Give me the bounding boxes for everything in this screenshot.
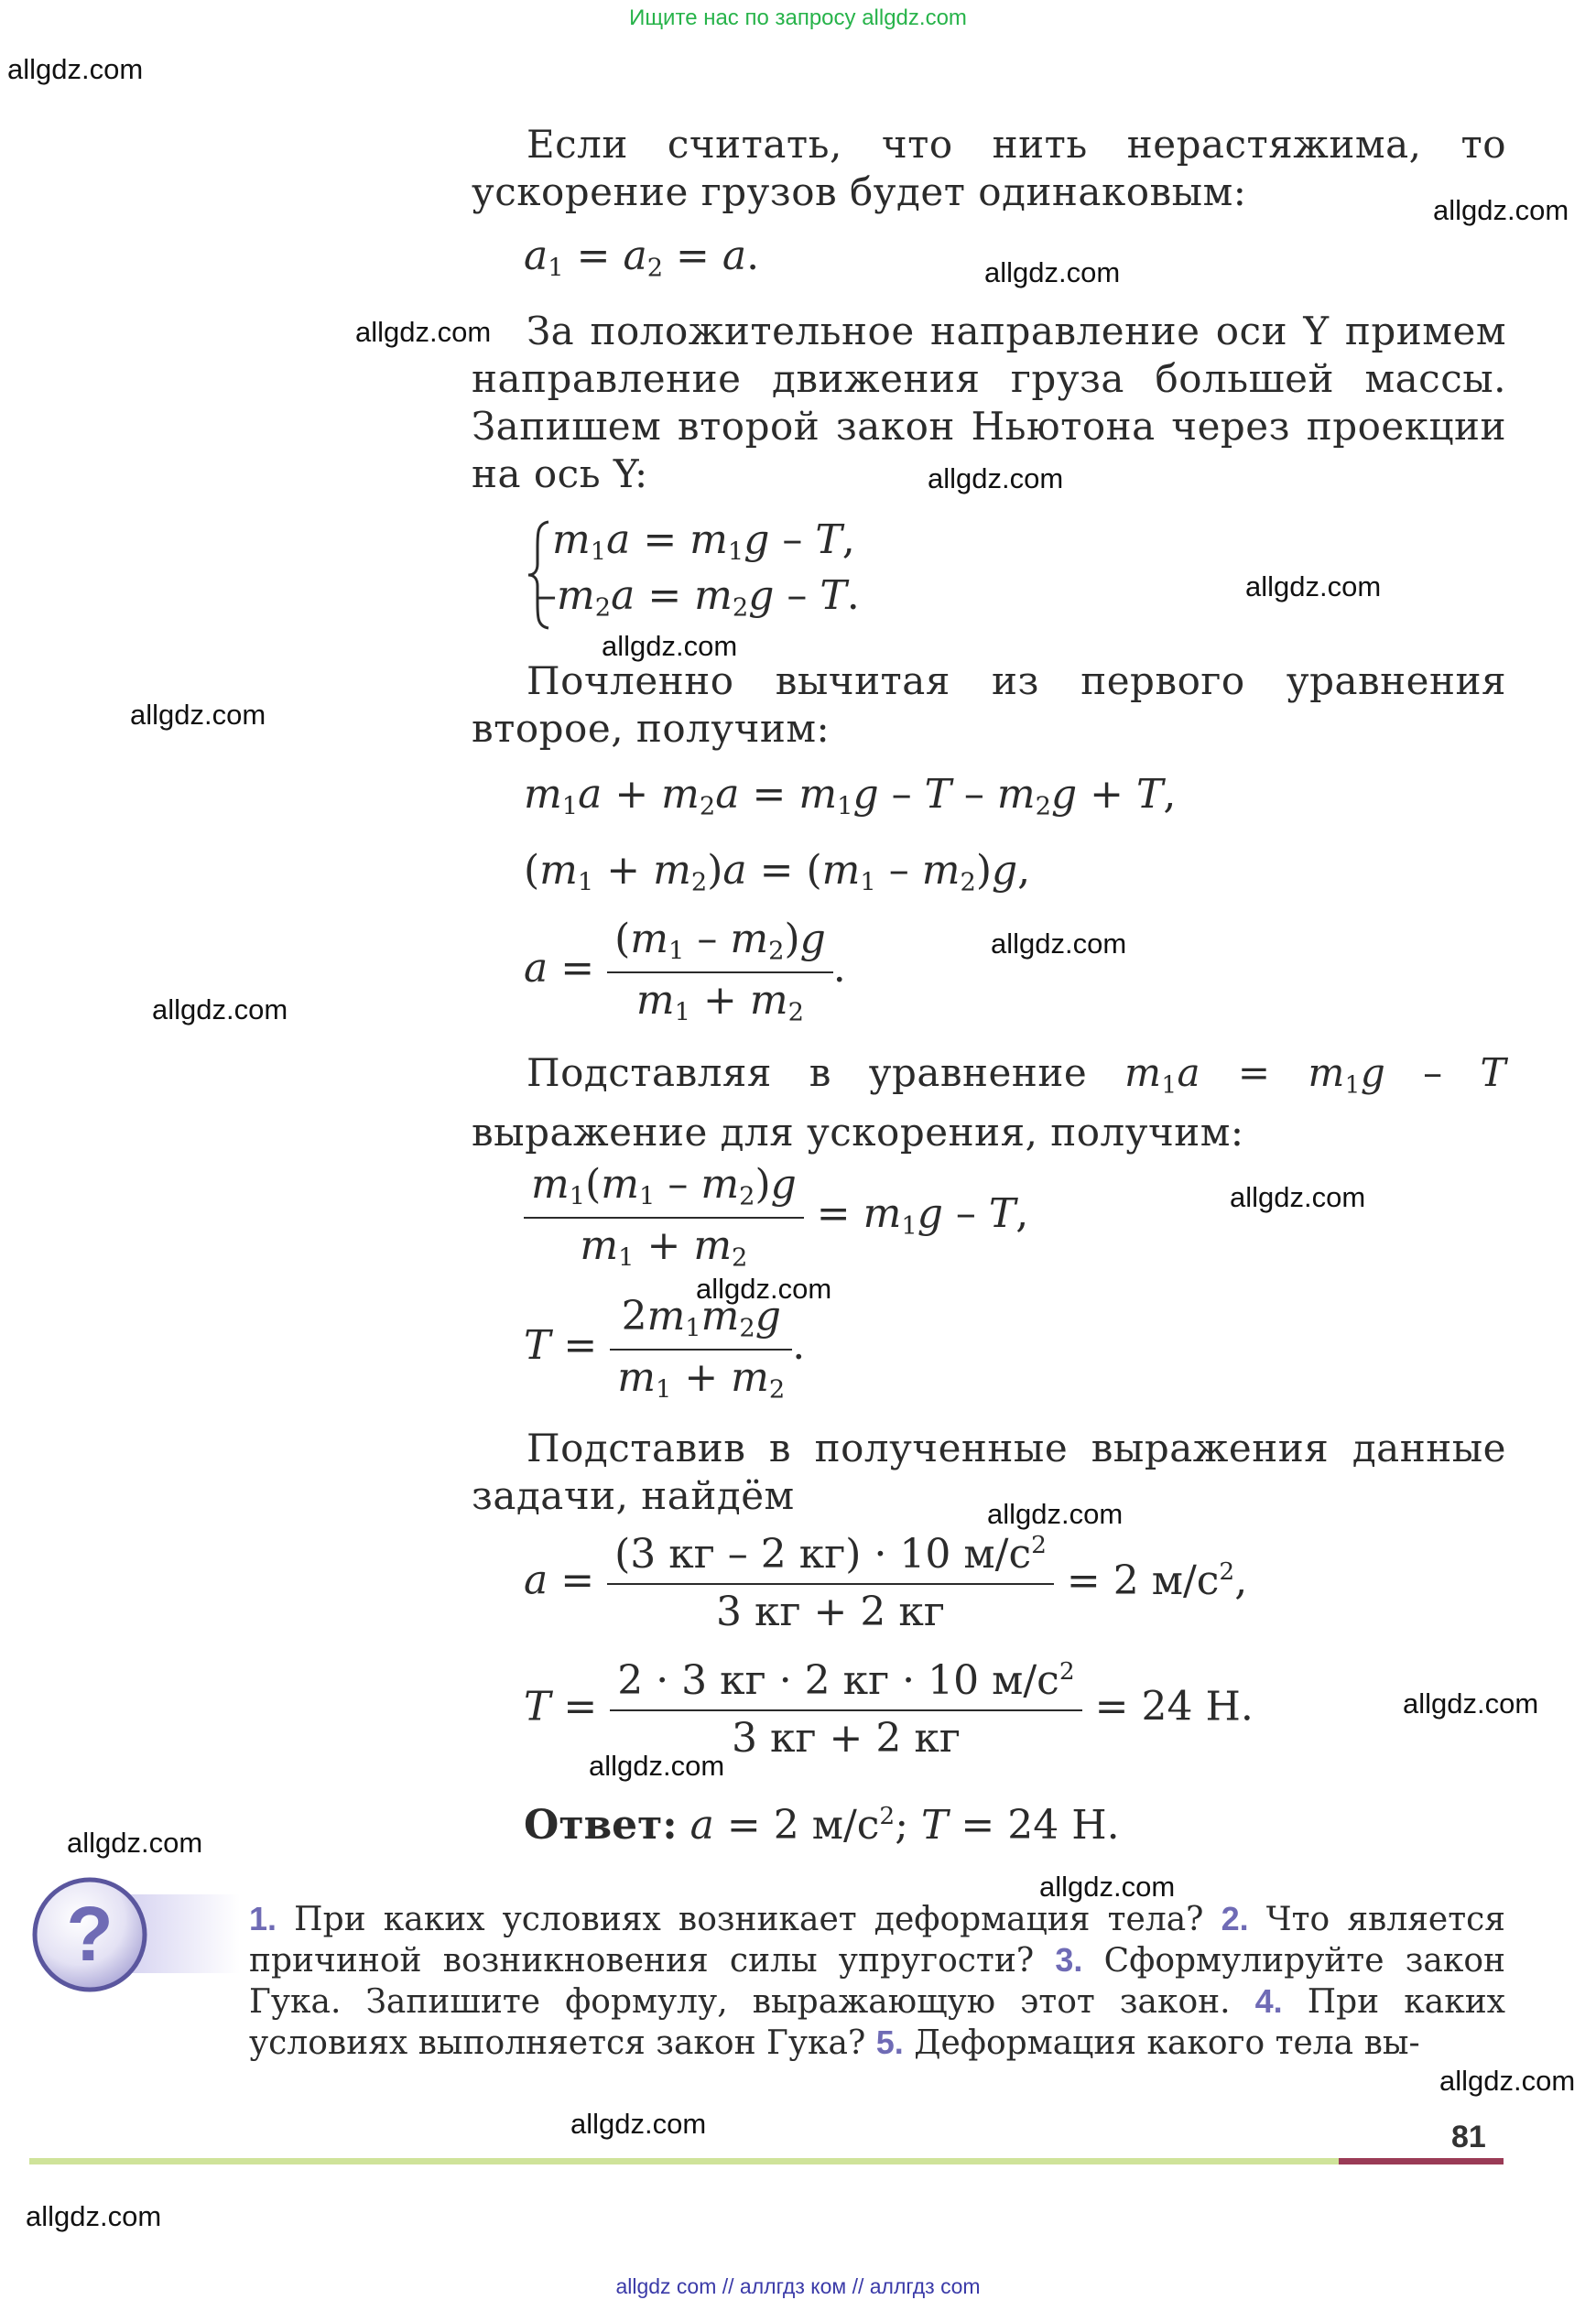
equation-8: a = $\frac{(3 кг - 2 кг) \cdot 10 м/с^2}{3 кг + 2 кг}$ = 2 $м/с^2$, [524, 1531, 1248, 1635]
watermark: allgdz.com [26, 2200, 162, 2232]
footer-rule [29, 2158, 1339, 2164]
watermark: allgdz.com [928, 462, 1064, 494]
watermark: allgdz.com [7, 53, 144, 85]
watermark: allgdz.com [991, 928, 1127, 960]
system-equation-1: $m_1a = m_1g - T$, [552, 516, 855, 567]
watermark: allgdz.com [1403, 1687, 1539, 1720]
watermark: allgdz.com [1230, 1181, 1366, 1213]
watermark: allgdz.com [570, 2108, 707, 2140]
equation-4: $(m_1 + m_2)a = (m_1 - m_2)g$, [524, 847, 1031, 897]
watermark: allgdz.com [355, 316, 492, 348]
watermark: allgdz.com [1439, 2065, 1576, 2097]
bottom-banner: allgdz com // аллгдз ком // аллгдз com [615, 2274, 981, 2298]
watermark: allgdz.com [1245, 570, 1382, 602]
equation-6: $\frac{m_1(m_1 - m_2)g}{m_1 + m_2}$ = $m_1g$ – T, [524, 1161, 1028, 1272]
watermark: allgdz.com [130, 699, 266, 731]
watermark: allgdz.com [67, 1827, 203, 1859]
footer-rule-accent [1339, 2158, 1504, 2164]
watermark: allgdz.com [1039, 1871, 1176, 1903]
paragraph-4: Подставляя в уравнение $m_1a = m_1g - T$ выражение для ускорения, получим: [472, 1050, 1506, 1155]
paragraph-5: Подставив в полученные выражения данные задачи, найдём [472, 1426, 1506, 1518]
watermark: allgdz.com [696, 1273, 832, 1305]
page-number: 81 [1451, 2120, 1486, 2154]
watermark: allgdz.com [987, 1498, 1124, 1530]
equation-9: T = $\frac{2 \cdot 3 кг \cdot 2 кг \cdot 10 м/с^2}{3 кг + 2 кг}$ = 24 Н. [524, 1657, 1254, 1762]
equation-7: T = $\frac{2m_1m_2g}{m_1 + m_2}$ . [524, 1293, 806, 1405]
answer: Ответ: a = 2 $м/с^2$; T = 24 Н. [524, 1802, 1120, 1849]
question-mark-icon [29, 1872, 240, 2001]
review-questions: 1. При каких условиях возникает деформация тела? 2. Что является причиной возникновения силы упругости? 3. Сформулируйте закон Гука. Запишите формулу, выражающую этот закон. 4. При каких условиях выполняется закон Гука? 5. Деформация какого тела вы- [249, 1900, 1506, 2062]
paragraph-1: Если считать, что нить нерастяжима, то ускорение грузов будет одинаковым: [472, 122, 1506, 214]
equation-3: $m_1a + m_2a = m_1g - T - m_2g + T$, [524, 771, 1177, 821]
paragraph-2: За положительное направление оси Y примем направление движения груза большей массы. Запишем второй закон Ньютона через проекции на ось Y: [472, 309, 1506, 496]
watermark: allgdz.com [152, 993, 288, 1025]
watermark: allgdz.com [984, 256, 1121, 288]
svg-text:?: ? [66, 1891, 114, 1977]
watermark: allgdz.com [602, 630, 738, 662]
watermark: allgdz.com [589, 1750, 725, 1782]
equation-1: $a_1 = a_2 = a$. [524, 233, 760, 283]
watermark: allgdz.com [1433, 194, 1569, 226]
answer-label: Ответ: [524, 1802, 678, 1849]
top-banner: Ищите нас по запросу allgdz.com [629, 5, 967, 30]
system-equation-2: $-m_2a = m_2g - T$. [537, 572, 860, 623]
equation-5: a = $\frac{(m_1 - m_2)g}{m_1 + m_2}$ . [524, 916, 846, 1027]
paragraph-3: Почленно вычитая из первого уравнения второе, получим: [472, 658, 1506, 751]
